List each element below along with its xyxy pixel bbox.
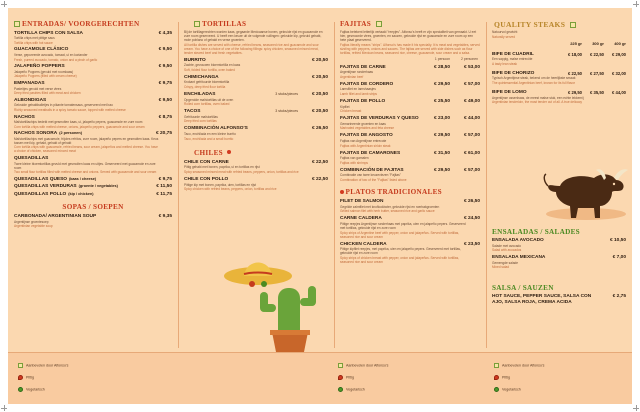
chiles-list xyxy=(184,160,328,192)
menu-item-price-1p: € 31,50 xyxy=(433,150,450,156)
menu-item-description-en: Chicken breast xyxy=(340,109,362,114)
menu-item-description: Pittige reepjes Argentijnse runderhaas met paprika, uien en jalapeño pepers. Geserveerd met tortillas, gekruide rijst en zure room xyxy=(340,222,466,231)
menu-item-title: BIFE DE CUADRIL xyxy=(492,51,534,57)
menu-item xyxy=(184,126,328,140)
menu-item-title: CHILE CON CARNE xyxy=(184,159,229,165)
menu-item-price: € 20,50 xyxy=(311,74,328,80)
menu-item-description-en: Soft, folded flour tortilla, oven baked xyxy=(184,67,235,72)
menu-item xyxy=(340,82,480,96)
menu-item-description-en: Jalapeño Poppers (filled with cream cheese) xyxy=(14,74,77,79)
menu-item-description: Gemengde salade xyxy=(492,260,519,265)
tortillas-intro-en: All tortilla dishes are served with cheese, refried beans, seasoned rice and guacamole and sour cream. You have a choice of one of the following fillings: spicy chicken, seasoned minced meat, tender stewed beef and fresh vegetables. xyxy=(184,42,319,55)
crop-mark xyxy=(1,1,7,7)
menu-item-name xyxy=(340,116,480,121)
salsa-price: € 2,75 xyxy=(612,294,626,299)
menu-item-name xyxy=(184,58,328,63)
menu-item-description-en: Fresh, pureed avocado, tomato, onion and a pinch of garlic xyxy=(14,57,98,62)
crop-mark xyxy=(1,405,7,411)
menu-item-price-2p: € 57,00 xyxy=(463,81,480,87)
menu-item-description: Gekruide gehaktballetjes in pikante tomatensaus, geserveerd met bao xyxy=(14,103,113,108)
menu-item-price: € 26,50 xyxy=(311,126,328,132)
menu-item xyxy=(14,177,172,182)
menu-item-price: € 26,50 xyxy=(463,199,480,205)
menu-item xyxy=(492,52,626,66)
menu-item-price: € 11,50 xyxy=(156,184,172,190)
menu-item xyxy=(14,192,172,197)
legend-vegetarian: Vegetarisch xyxy=(338,387,365,392)
menu-item xyxy=(184,75,328,89)
menu-item-description: Maïstortillachips bedekt met gesmolten kaas, ui, jalapeño pepers, guacamole en zure room xyxy=(14,120,143,125)
menu-item-description-en: Spicy seasoned minced meat with refried beans, peppers, onion, tortillas and rice xyxy=(184,169,299,174)
menu-item-price-2: € 32,00 xyxy=(612,70,626,76)
specialty-badge-icon xyxy=(494,363,499,368)
menu-item-price-2p: € 53,00 xyxy=(463,64,480,70)
menu-item xyxy=(14,98,172,112)
col-weight-400: 400 gr xyxy=(614,40,626,46)
menu-item-price: € 8,75 xyxy=(158,114,172,120)
menu-item-price: € 9,50 xyxy=(158,64,172,70)
menu-item-price-1p: € 29,50 xyxy=(433,133,450,139)
menu-item xyxy=(184,58,328,72)
menu-item xyxy=(340,151,480,165)
col-weight-300: 300 gr xyxy=(592,40,604,46)
menu-item-price-0: € 18,00 xyxy=(568,51,582,57)
menu-item-name xyxy=(340,199,480,204)
menu-item xyxy=(340,65,480,79)
menu-item-name xyxy=(340,82,480,87)
menu-item-title: CHICKEN CALDERA xyxy=(340,241,387,247)
menu-item-price-2p: € 49,00 xyxy=(463,98,480,104)
menu-item-price: € 20,50 xyxy=(311,109,328,115)
menu-item xyxy=(14,156,172,174)
menu-item-title: TACOS xyxy=(184,109,201,115)
menu-item-description-en: Richly seasoned meatballs in a spicy tomato sauce, topped with melted cheese xyxy=(14,107,126,112)
menu-item xyxy=(184,160,328,174)
tortillas-list xyxy=(184,58,328,141)
menu-item-title: ENSALADA MEXICANA xyxy=(492,255,546,261)
chili-pepper-icon xyxy=(338,375,343,380)
column-divider xyxy=(178,22,179,348)
menu-item-title: EMPANADAS xyxy=(14,80,45,86)
menu-item-title: JALAPEÑO POPPERS xyxy=(14,64,65,70)
menu-item xyxy=(184,92,328,106)
legend-specialty: Aanbevolen door Alfonso's xyxy=(494,363,544,368)
section-badge-icon xyxy=(376,21,382,27)
menu-item-description: Tortilla chips met pittige saus xyxy=(14,36,55,41)
menu-item xyxy=(340,216,480,238)
entradas-column xyxy=(8,22,176,348)
menu-item-description: Lamsfilet en lamshaasjes xyxy=(340,87,376,92)
menu-item-price: € 20,50 xyxy=(311,57,328,63)
menu-item-description-en: Combination of two of the "Fajitas" listed above xyxy=(340,177,407,182)
platos-heading: PLATOS TRADICIONALES xyxy=(340,188,480,196)
menu-item-name xyxy=(14,192,172,197)
sopas-heading: SOPAS / SOEPEN xyxy=(62,203,124,212)
menu-item-name xyxy=(340,242,480,247)
menu-item-title: COMBINACIÓN ALFONSO'S xyxy=(184,126,248,132)
menu-item-name xyxy=(340,99,480,104)
sombrero-cactus-illustration xyxy=(222,246,332,354)
menu-item-description: Fajitas van Argentijnse entrecote xyxy=(340,138,387,143)
menu-item xyxy=(340,199,480,213)
menu-item-name xyxy=(14,98,172,103)
menu-item-title: CHILE CON POLLO xyxy=(184,177,229,183)
menu-item-name xyxy=(340,133,480,138)
menu-item-title: CHIMICHANGA xyxy=(184,74,219,80)
menu-item-price-1: € 27,50 xyxy=(590,70,604,76)
menu-item-title: COMBINACIÓN DE FAJITAS xyxy=(340,167,404,173)
menu-item-price-2p: € 57,00 xyxy=(463,133,480,139)
menu-item-description-en: Argentinian vegetable soup xyxy=(14,224,53,229)
menu-item-name xyxy=(184,75,328,80)
menu-item-title: ALBONDIGAS xyxy=(14,97,47,103)
menu-item-price-2: € 44,00 xyxy=(612,89,626,95)
menu-item-title: FAJITAS DE CORDERO xyxy=(340,81,394,87)
legend-spicy: Pittig xyxy=(338,375,354,380)
menu-item xyxy=(14,81,172,95)
menu-item-name xyxy=(14,81,172,86)
menu-item-description: Kipfilet xyxy=(340,104,350,109)
menu-item-name xyxy=(14,156,172,161)
menu-item-description: Gemarineerde groenten en kaas xyxy=(340,121,386,126)
fajitas-heading: FAJITAS xyxy=(340,20,480,28)
menu-item xyxy=(492,90,626,104)
column-divider xyxy=(334,22,335,348)
menu-item-price: € 9,75 xyxy=(158,176,172,182)
quality-list xyxy=(492,52,626,105)
menu-item-description-en: Deep fried corn tortillas xyxy=(184,119,217,124)
quality-intro-en: Naturally served xyxy=(492,34,516,39)
menu-item-description-en: The quintessential Argentinian beef, known for its full flavor xyxy=(492,80,576,85)
menu-item-title: TORTILLA CHIPS CON SALSA xyxy=(14,30,84,36)
menu-item-description: Gefrituurde maïstortillas xyxy=(184,114,218,119)
col-weight-225: 225 gr xyxy=(570,40,582,46)
menu-item-title: ENSALADA AVOCADO xyxy=(492,238,544,243)
menu-item-title: CARBONADA/ ARGENTINIAN SOUP xyxy=(14,214,97,220)
menu-item-price: € 7,00 xyxy=(612,255,626,261)
menu-item-name xyxy=(14,47,172,52)
menu-item-price: € 9,35 xyxy=(158,214,172,220)
menu-item-description: Typisch Argentijnse steak, bekend om de heerlijkste smaak xyxy=(492,76,576,81)
menu-item-name xyxy=(184,160,328,165)
menu-item-name xyxy=(14,177,172,182)
menu-item-price-1: € 35,50 xyxy=(590,89,604,95)
menu-item-note: (groente / vegetables) xyxy=(78,184,118,189)
chili-pepper-icon xyxy=(18,375,23,380)
menu-item-description-en: Spicy chicken with refried beans, peppers, onion, tortillas and rice xyxy=(184,187,277,192)
quality-heading: QUALITY STEAKS xyxy=(492,20,626,29)
tortillas-heading: TORTILLAS xyxy=(184,20,328,28)
menu-item-price-1p: € 29,50 xyxy=(433,167,450,173)
quality-col-headers xyxy=(492,41,626,47)
menu-item-title: FAJITAS DE ANGOSTO xyxy=(340,133,393,139)
menu-item-description: Pittig gehakt met bonen, paprika, ui en tortillas en rijst xyxy=(184,165,260,170)
menu-item xyxy=(492,71,626,85)
menu-item-price: € 9,50 xyxy=(158,97,172,103)
menu-item-description-en: Mixed salad xyxy=(492,265,510,270)
menu-item xyxy=(340,133,480,147)
menu-item-description: Salade met avocado xyxy=(492,243,522,248)
crop-mark xyxy=(633,1,639,7)
menu-item-title: FAJITAS DE POLLO xyxy=(340,98,386,104)
menu-item-price: € 23,50 xyxy=(463,241,480,247)
menu-item-qty: 3 stuks/pieces xyxy=(275,109,298,114)
menu-item-name xyxy=(14,184,172,189)
legend-specialty: Aanbevolen door Alfonso's xyxy=(338,363,388,368)
menu-item-description: Combinatie van twee keuzevlezen "Fajitas" xyxy=(340,173,401,178)
menu-item-title: QUESADILLAS xyxy=(14,156,49,162)
menu-item-name xyxy=(14,31,172,36)
fajitas-list xyxy=(340,65,480,182)
menu-item-name xyxy=(492,238,626,243)
menu-item-description-en: Rolled corn tortillas, oven baked xyxy=(184,102,230,107)
menu-item-title: FAJITAS DE VERDURAS Y QUESO xyxy=(340,116,419,122)
menu-item-price: € 11,75 xyxy=(156,192,172,198)
legend-spicy: Pittig xyxy=(494,375,510,380)
menu-item-name xyxy=(184,92,328,97)
menu-item-price-2p: € 61,00 xyxy=(463,150,480,156)
menu-sheet xyxy=(8,8,632,404)
menu-item-name xyxy=(492,52,626,57)
menu-item-price: € 9,75 xyxy=(158,80,172,86)
vegetarian-leaf-icon xyxy=(338,387,343,392)
menu-item-description-en: A tasty lean steak xyxy=(492,61,517,66)
menu-item-description-en: Grilled salmon filet with herb butter, seasoned rice and garlic sauce xyxy=(340,209,435,214)
menu-item-description-en: Corn tortilla chips with guacamole, refried beans, sour cream, jalapeños and melted cheese. You have a choice of chicken, seasoned minced meat xyxy=(14,145,158,154)
menu-item-note: (2 personen) xyxy=(59,131,82,136)
legend-vegetarian: Vegetarisch xyxy=(18,387,45,392)
menu-item-name xyxy=(340,151,480,156)
menu-item xyxy=(184,177,328,191)
menu-item-title: NACHOS xyxy=(14,114,35,120)
menu-item-title: NACHOS SONORA xyxy=(14,131,58,137)
menu-item-description-en: Lamb fillet and lamb strips xyxy=(340,91,378,96)
menu-item-description: Fajitas van garnalen xyxy=(340,156,369,161)
col-2-persons: 2 personen xyxy=(461,56,478,61)
quality-intro: Natuurvol gewicht xyxy=(492,30,518,34)
menu-item-price-0: € 22,50 xyxy=(568,70,582,76)
menu-item-description-en: Argentinian beef xyxy=(340,74,364,79)
legend-vegetarian: Vegetarisch xyxy=(494,387,521,392)
column-divider xyxy=(486,22,487,348)
legend-spicy: Pittig xyxy=(18,375,34,380)
specialty-badge-icon xyxy=(18,363,23,368)
menu-item-qty: 3 stuks/pieces xyxy=(275,91,298,96)
menu-item-description: Twee kleine bloemtortillas gevuld met gesmolten kaas en uitjes. Geserveerd met guacamole en zure room xyxy=(14,161,156,170)
menu-item xyxy=(14,214,172,228)
chili-pepper-icon xyxy=(494,375,499,380)
menu-item-description-en: Taco, enchilada and a small burrito xyxy=(184,136,234,141)
col-1-person: 1 persoon xyxy=(434,56,450,61)
menu-item xyxy=(14,184,172,189)
fajitas-col-headers xyxy=(340,57,480,62)
menu-item-price: € 20,50 xyxy=(311,91,328,97)
menu-item-description-en: Argentinian tenderloin, the most tender cut of all. A true delicacy xyxy=(492,100,583,105)
menu-item xyxy=(14,31,172,45)
menu-item-description-en: Two small flour tortillas filled with melted cheese and onions. Served with guacamole and sour cream xyxy=(14,170,157,175)
vegetarian-leaf-icon xyxy=(18,387,23,392)
ensaladas-heading: ENSALADAS / SALADES xyxy=(492,228,580,236)
menu-item-name xyxy=(184,109,328,114)
entradas-heading: ENTRADAS/ VOORGERECHTEN xyxy=(14,20,172,28)
menu-item-description: Zachte, gevouwen bloemtortilla en kaas xyxy=(184,63,241,68)
menu-item-price: € 9,50 xyxy=(158,47,172,53)
menu-item-description-en: Tortilla chips with hot sauce xyxy=(14,40,53,45)
menu-item-description: Een sappig, malse entrecôte xyxy=(492,57,533,62)
menu-item-price-2p: € 44,00 xyxy=(463,116,480,122)
vegetarian-leaf-icon xyxy=(494,387,499,392)
menu-item-description: Gegrilde zalmfilet met knoflookboter, gekruide rijst en roerbakgroenten xyxy=(340,204,440,209)
menu-item-price-2: € 29,00 xyxy=(612,51,626,57)
menu-item-description: Argentijnse groentesoep xyxy=(14,219,49,224)
menu-item-price-1p: € 28,50 xyxy=(433,64,450,70)
menu-item xyxy=(340,242,480,264)
menu-item-title: BIFE DE LOMO xyxy=(492,89,527,95)
menu-item-description: Pittige kip met bonen, paprika, uien, tortillas en rijst xyxy=(184,182,256,187)
menu-item-price-1p: € 23,00 xyxy=(433,116,450,122)
crop-mark xyxy=(633,405,639,411)
salsa-heading: SALSA / SAUZEN xyxy=(492,284,554,292)
chiles-heading: CHILES xyxy=(184,149,328,157)
menu-item-price: € 20,75 xyxy=(155,131,172,137)
menu-item-description-en: Fajitas with shrimps xyxy=(340,160,368,165)
menu-item xyxy=(340,168,480,182)
menu-item-description-en: Spicy strips of chicken breast with pepper, onion and jalapeños. Served with tortillas, seasoned rice and sour cream xyxy=(340,256,460,265)
menu-item xyxy=(492,255,626,269)
menu-item-description-en: Crispy, deep fried flour tortilla xyxy=(184,84,226,89)
menu-item xyxy=(14,131,172,153)
salsa-list-text: HOT SAUCE, PEPPER SAUCE, SALSA CON AJO, SALSA ROJA, CREMA ACIDA xyxy=(492,294,592,305)
menu-item-name xyxy=(340,65,480,70)
platos-list xyxy=(340,199,480,264)
menu-item-description: Opgerolde maïstortillas uit de oven xyxy=(184,97,234,102)
menu-item-title: FAJITAS DE CAMARONES xyxy=(340,150,401,156)
sopas-list xyxy=(14,214,172,228)
menu-item-description-en: Marinated vegetables and feta cheese xyxy=(340,126,395,131)
menu-item-description-en: Corn tortilla chips with melted cheese, onions, jalapeño peppers, guacamole and sour cream xyxy=(14,124,145,129)
menu-item xyxy=(340,99,480,113)
menu-item xyxy=(492,238,626,252)
menu-item-description-en: Fajitas with Argentinian sirloin steak xyxy=(340,143,391,148)
menu-item-note: (kip / chicken) xyxy=(68,192,94,197)
menu-item-price-0: € 29,50 xyxy=(568,89,582,95)
menu-item-name xyxy=(184,126,328,131)
menu-item-price-1p: € 25,50 xyxy=(433,98,450,104)
menu-item-title: FAJITAS DE CARNE xyxy=(340,64,386,70)
bull-illustration xyxy=(542,164,630,226)
menu-item-title: BURRITO xyxy=(184,57,206,63)
menu-item-title: CARNE CALDERA xyxy=(340,216,382,222)
ensaladas-list xyxy=(492,235,626,269)
menu-item-name xyxy=(492,255,626,260)
menu-item xyxy=(14,47,172,61)
menu-footer xyxy=(8,352,632,404)
menu-item-name xyxy=(14,214,172,219)
menu-item-description: Jalapeño Poppers (gevuld met roomkaas) xyxy=(14,69,74,74)
menu-item-title: GUACAMOLE CLÁSICO xyxy=(14,47,69,53)
menu-item-name xyxy=(14,131,172,136)
section-badge-icon xyxy=(194,21,200,27)
menu-item xyxy=(14,115,172,129)
menu-item-price: € 22,50 xyxy=(311,177,328,183)
specialty-badge-icon xyxy=(338,363,343,368)
menu-item-price-1p: € 29,50 xyxy=(433,81,450,87)
menu-item-description-en: Deep fried pastries filled with meat and chicken xyxy=(14,91,81,96)
fajitas-intro: Fajitas betekent letterlijk vertaald "reepjes". Alfonso's heeft er zijn specialiteit van gemaakt. U eet hier, gesmoorde vlees, groenten, en sauzen, gekruide rijst en guacamole en zure room op een hete plaat geserveerd. xyxy=(340,30,477,42)
menu-item-description: Maïstortillachips met guacamole, frijoles refritos, zure room, jalapeño pepers en gesmolten kaas. Keus tussen met kip, gehakt, gehakt of gehakt xyxy=(14,136,159,145)
menu-item-price: € 4,35 xyxy=(158,30,172,36)
menu-item xyxy=(340,116,480,130)
menu-item-description: Argentijnse ossenhaas, de meest malse stuk, een echte lekkernij xyxy=(492,95,584,100)
menu-item-title: BIFE DE CHORIZO xyxy=(492,70,535,76)
menu-item-description-en: Salad with avocados xyxy=(492,248,522,253)
menu-item-price: € 22,50 xyxy=(311,159,328,165)
menu-item-title: QUESADILLAS POLLO xyxy=(14,192,67,198)
menu-item-note: (kaas / cheese) xyxy=(69,176,97,181)
menu-item-description: Pasteitjes gevuld met verse vlees xyxy=(14,86,62,91)
menu-item-name xyxy=(340,168,480,173)
menu-item-name xyxy=(14,115,172,120)
menu-item-name xyxy=(492,90,626,95)
quality-column xyxy=(488,22,632,348)
salsa-block xyxy=(492,294,626,306)
menu-item-title: QUESADILLAS VERDURAS xyxy=(14,184,77,190)
tortillas-intro: Bij de tortillagerechten worden kaas, gegaarde Mexicaanse bonen, gekruide rijst en guacamole en zure room geserveerd. U heeft een keuze uit de volgende vullingen: gekruide kip, gekruid gehakt, mole poblano of gehakt en verse groenten. xyxy=(184,30,323,42)
menu-item-title: QUESADILLAS QUESO xyxy=(14,176,68,182)
menu-item-description: Krokant gefrituurde bloemtortilla xyxy=(184,80,230,85)
menu-item-description: Taco, enchilada en een kleine burrito xyxy=(184,131,236,136)
fajitas-column xyxy=(336,22,484,348)
menu-item-price: € 24,50 xyxy=(463,216,480,222)
menu-item-price-1: € 22,50 xyxy=(590,51,604,57)
legend-specialty: Aanbevolen door Alfonso's xyxy=(18,363,68,368)
entradas-list xyxy=(14,31,172,197)
menu-item-description: Verse, gepureerde avocado, tomaat, ui en koriander xyxy=(14,52,88,57)
menu-item-price: € 10,50 xyxy=(609,238,626,243)
menu-item-name xyxy=(184,177,328,182)
section-badge-icon xyxy=(570,22,576,28)
menu-item xyxy=(14,64,172,78)
chili-pepper-icon xyxy=(340,190,344,194)
menu-item-name xyxy=(340,216,480,221)
menu-item-title: ENCHILADAS xyxy=(184,91,216,97)
menu-item-name xyxy=(492,71,626,76)
menu-item-description: Pittige kipfilet reepjes, met paprika, uien en jalapeño pepers. Geserveerd met tortillas, gekruide rijst en zure room xyxy=(340,247,461,256)
menu-item xyxy=(184,109,328,123)
menu-item-title: FILET DE SALMON xyxy=(340,199,384,205)
fajitas-intro-en: Fajitas literally means "strips". Alfonso's has made it his specialty. It is meat and vegetables, served sizzling with peppers, onions and sauces. The fajitas are served with side dishes such as flour tortillas, refried Mexican beans, seasoned rice, cheese, guacamole, sour cream and a salsa. xyxy=(340,42,480,55)
menu-item-name xyxy=(14,64,172,69)
menu-item-price-2p: € 57,00 xyxy=(463,167,480,173)
section-badge-icon xyxy=(14,21,20,27)
chili-pepper-icon xyxy=(227,150,231,154)
menu-item-description-en: Spicy strips of Argentine beef with pepper, onion and jalapeños. Served with tortillas, seasoned rice and sour cream xyxy=(340,230,460,239)
menu-item-description: Argentijnse runderhaas xyxy=(340,70,373,75)
